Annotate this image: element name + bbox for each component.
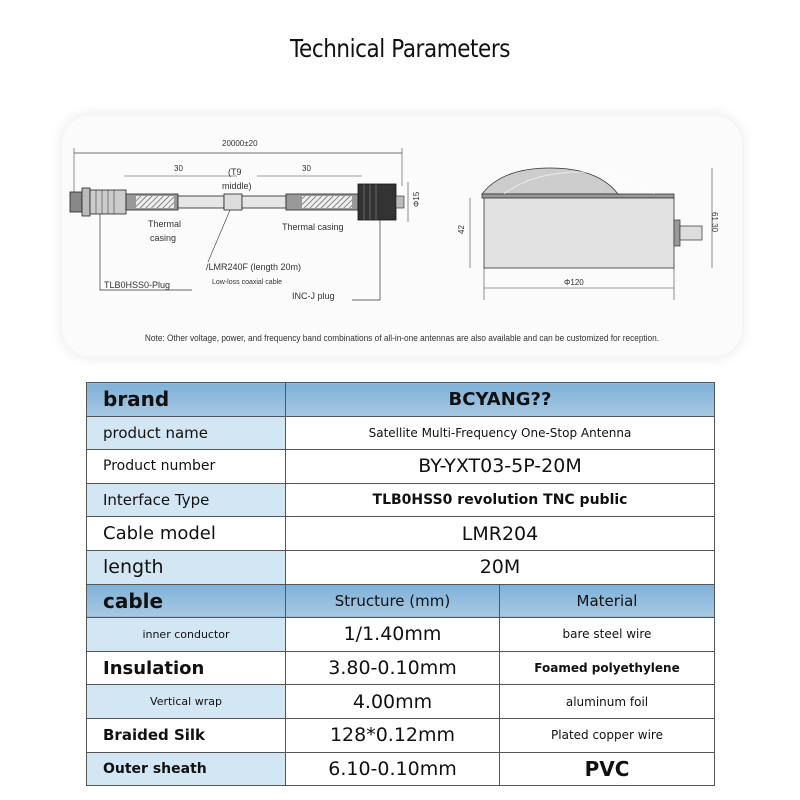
table-row-cable-header	[87, 584, 715, 618]
connector-dia-label: Φ15	[412, 191, 421, 207]
row-value: 20M	[286, 550, 715, 584]
table-row-interface-type	[87, 483, 715, 517]
row-structure: 128*0.12mm	[286, 718, 500, 752]
row-key: inner conductor	[87, 618, 286, 652]
thermal-casing-right-label: Thermal casing	[282, 222, 344, 232]
left-plug-label: TLB0HSS0-Plug	[104, 280, 171, 290]
row-key: Interface Type	[87, 483, 286, 517]
table-row-inner-conductor	[87, 618, 715, 652]
left-casing-dim: 30	[174, 164, 183, 173]
antenna-side-view	[482, 168, 702, 268]
table-row-length	[87, 550, 715, 584]
thermal-casing-left-label-1: Thermal	[148, 219, 182, 229]
table-row-product-number	[87, 450, 715, 484]
row-key: Product number	[87, 450, 286, 484]
technical-drawing-panel	[62, 116, 742, 356]
right-thermal-casing-shape	[286, 194, 358, 210]
row-structure: 3.80-0.10mm	[286, 651, 500, 685]
row-value: BY-YXT03-5P-20M	[286, 450, 715, 484]
cable-sub-label: Low-loss coaxial cable	[212, 279, 283, 286]
cable-left-shape	[178, 196, 224, 208]
table-row-cable-model	[87, 517, 715, 551]
left-thermal-casing-shape	[126, 194, 178, 210]
cable-right-shape	[242, 196, 286, 208]
antenna-body-height: 42	[457, 225, 466, 234]
structure-header: Structure (mm)	[286, 584, 500, 618]
cable-label: /LMR240F (length 20m)	[206, 262, 302, 272]
right-plug-shape	[358, 184, 404, 220]
left-plug-shape	[70, 188, 126, 216]
row-key: Insulation	[87, 651, 286, 685]
row-key: brand	[87, 383, 286, 417]
row-key: product name	[87, 416, 286, 450]
antenna-diameter: Φ120	[564, 278, 584, 287]
row-structure: 1/1.40mm	[286, 618, 500, 652]
technical-drawing	[62, 116, 742, 356]
row-key: Vertical wrap	[87, 685, 286, 719]
table-row-outer-sheath	[87, 752, 715, 786]
antenna-total-height: 61.30	[710, 212, 719, 233]
row-structure: 6.10-0.10mm	[286, 752, 500, 786]
table-row-insulation	[87, 651, 715, 685]
row-value: Satellite Multi-Frequency One-Stop Antenna	[286, 416, 715, 450]
thermal-casing-left-label-2: casing	[150, 233, 177, 243]
material-header: Material	[500, 584, 715, 618]
row-key: Outer sheath	[87, 752, 286, 786]
row-value: TLB0HSS0 revolution TNC public	[286, 483, 715, 517]
row-material: aluminum foil	[500, 685, 715, 719]
right-casing-dim: 30	[302, 164, 311, 173]
table-row-braided-silk	[87, 718, 715, 752]
row-key: cable	[87, 584, 286, 618]
drawing-note: Note: Other voltage, power, and frequency band combinations of all-in-one antennas are also available and can be customized for reception.	[144, 333, 660, 343]
spec-table	[86, 382, 715, 786]
middle-tag-1: (T9	[228, 167, 242, 177]
table-row-product-name	[87, 416, 715, 450]
page-title: Technical Parameters	[289, 34, 511, 63]
row-key: Cable model	[87, 517, 286, 551]
row-material: bare steel wire	[500, 618, 715, 652]
middle-sleeve-shape	[224, 194, 242, 210]
row-value: LMR204	[286, 517, 715, 551]
table-row-brand	[87, 383, 715, 417]
row-structure: 4.00mm	[286, 685, 500, 719]
middle-tag-2: middle)	[222, 181, 252, 191]
total-length-label: 20000±20	[222, 139, 258, 148]
row-material: Foamed polyethylene	[500, 651, 715, 685]
row-material: PVC	[500, 752, 715, 786]
right-plug-label: INC-J plug	[292, 291, 335, 301]
row-key: Braided Silk	[87, 718, 286, 752]
row-key: length	[87, 550, 286, 584]
row-value: BCYANG??	[286, 383, 715, 417]
row-material: Plated copper wire	[500, 718, 715, 752]
table-row-vertical-wrap	[87, 685, 715, 719]
